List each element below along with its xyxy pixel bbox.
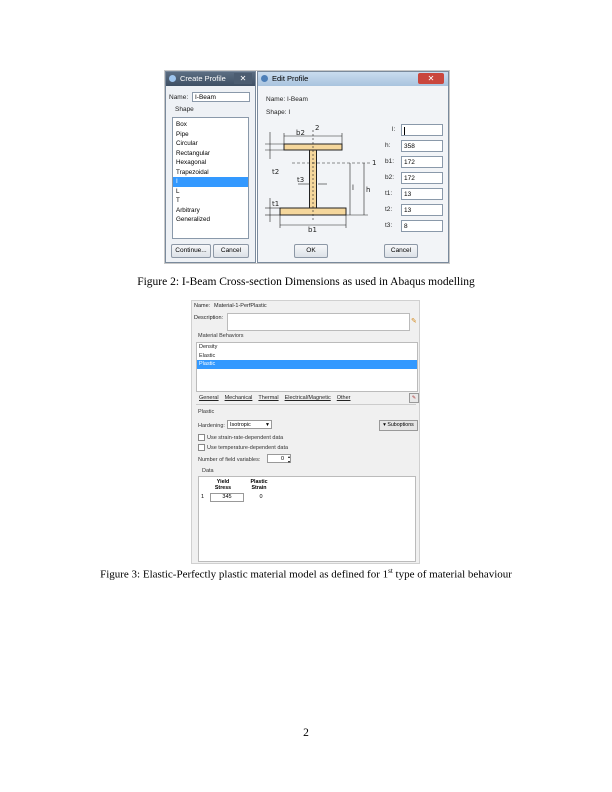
shape-label: Shape <box>175 106 194 113</box>
behavior-list[interactable] <box>196 342 418 392</box>
edit-profile-dialog <box>257 71 449 263</box>
param-input[interactable]: 13 <box>401 204 443 216</box>
suboptions-arrow-icon: ▾ <box>383 422 386 428</box>
chevron-down-icon: ▼ <box>265 422 270 428</box>
param-label: t1: <box>385 190 393 197</box>
shape-item[interactable]: I <box>173 177 248 187</box>
menu-general[interactable]: General <box>199 395 219 401</box>
hardening-value: Isotropic <box>230 422 251 428</box>
edit-profile-title: Edit Profile <box>272 74 309 83</box>
t1-label: t1 <box>272 200 280 208</box>
shape-item[interactable]: Generalized <box>176 216 210 223</box>
param-label: t3: <box>385 222 393 229</box>
menu-other[interactable]: Other <box>336 395 351 401</box>
behavior-item[interactable]: Elastic <box>199 352 216 359</box>
data-table-area <box>198 476 416 562</box>
plastic-section-label: Plastic <box>198 409 215 415</box>
param-label: h: <box>385 142 391 149</box>
b2-label: b2 <box>296 129 305 137</box>
i-beam-diagram <box>262 122 380 234</box>
profile-name-input[interactable]: I-Beam <box>192 92 250 102</box>
description-input[interactable] <box>227 313 410 331</box>
shape-item[interactable]: Circular <box>176 140 198 147</box>
strain-rate-label: Use strain-rate-dependent data <box>207 434 284 441</box>
close-icon[interactable]: ✕ <box>234 73 252 84</box>
menu-thermal[interactable]: Thermal <box>258 395 279 401</box>
ok-button[interactable]: OK <box>294 244 328 258</box>
profile-shape-line: Shape: I <box>266 109 291 116</box>
menu-electrical-magnetic[interactable]: Electrical/Magnetic <box>284 395 331 401</box>
param-label: t2: <box>385 206 393 213</box>
create-profile-dialog <box>165 71 256 263</box>
create-profile-titlebar[interactable] <box>166 72 255 86</box>
param-input[interactable] <box>401 124 443 136</box>
menu-mechanical[interactable]: Mechanical <box>224 395 253 401</box>
create-profile-title: Create Profile <box>180 74 226 83</box>
shape-item[interactable]: Rectangular <box>176 149 210 157</box>
material-name-value: Material-1-PerfPlastic <box>214 303 267 309</box>
axis-1-label: 1 <box>372 159 377 167</box>
yield-stress-cell[interactable]: 345 <box>210 493 244 502</box>
param-label: b1: <box>385 158 395 165</box>
material-name-label: Name: <box>194 303 211 309</box>
l-label: l <box>352 184 354 192</box>
checkbox-box[interactable] <box>198 444 205 451</box>
description-label: Description: <box>194 315 224 321</box>
checkbox-box[interactable] <box>198 434 205 441</box>
name-label: Name: <box>169 94 189 101</box>
data-group-label: Data <box>202 468 214 474</box>
temperature-checkbox[interactable] <box>198 444 288 451</box>
shape-item[interactable]: Box <box>176 121 187 128</box>
behaviors-group-label: Material Behaviors <box>198 333 244 339</box>
param-label: l: <box>392 126 396 133</box>
b1-label: b1 <box>308 226 317 234</box>
spinner-icon[interactable]: ▴ ▾ <box>287 454 290 464</box>
figure-3-caption <box>0 567 612 581</box>
app-icon <box>261 75 268 82</box>
shape-item[interactable]: Pipe <box>176 130 189 138</box>
hardening-select[interactable] <box>227 420 272 429</box>
edit-material-dialog <box>191 300 420 564</box>
shape-item[interactable]: T <box>176 197 180 204</box>
param-input[interactable]: 172 <box>401 172 443 184</box>
text-cursor <box>404 127 405 135</box>
suboptions-label: Suboptions <box>387 422 414 428</box>
hardening-label: Hardening: <box>198 423 225 429</box>
col-header-strain[interactable]: Plastic Strain <box>250 479 268 491</box>
cancel-button[interactable]: Cancel <box>384 244 418 258</box>
row-index: 1 <box>201 494 205 500</box>
profile-name-line: Name: I-Beam <box>266 96 308 103</box>
col-header-yield[interactable]: Yield Stress <box>214 479 232 491</box>
field-variables-label: Number of field variables: <box>198 457 261 463</box>
table-row[interactable] <box>201 494 279 502</box>
plastic-strain-cell[interactable]: 0 <box>259 494 263 500</box>
strain-rate-checkbox[interactable] <box>198 434 283 441</box>
caption-text: Figure 3: Elastic-Perfectly plastic material model as defined for 1 <box>100 568 389 581</box>
h-label: h <box>366 186 371 194</box>
shape-item[interactable]: Arbitrary <box>176 206 200 214</box>
suboptions-button[interactable] <box>379 420 418 431</box>
field-variables-value: 0 <box>280 456 284 462</box>
behavior-item[interactable]: Density <box>199 344 218 350</box>
caption-superscript: st <box>388 567 393 575</box>
shape-item[interactable]: Hexagonal <box>176 159 207 166</box>
shape-item[interactable]: L <box>176 187 180 195</box>
t2-label: t2 <box>272 168 280 176</box>
axis-2-label: 2 <box>315 124 320 132</box>
page-number: 2 <box>303 727 309 739</box>
app-icon <box>169 75 176 82</box>
temperature-label: Use temperature-dependent data <box>207 444 289 451</box>
shape-item[interactable]: Trapezoidal <box>176 168 209 176</box>
cancel-button[interactable]: Cancel <box>213 244 249 258</box>
divider <box>196 404 416 405</box>
continue-button[interactable]: Continue... <box>171 244 211 258</box>
material-menu-bar <box>199 395 357 401</box>
t3-label: t3 <box>297 176 305 184</box>
delete-behavior-button[interactable]: ✎ <box>409 393 419 403</box>
behavior-item[interactable]: Plastic <box>197 360 417 369</box>
pencil-icon[interactable]: ✎ <box>411 318 417 325</box>
shape-list[interactable] <box>172 117 249 239</box>
param-input[interactable]: 172 <box>401 156 443 168</box>
param-input[interactable]: 358 <box>401 140 443 152</box>
edit-profile-titlebar[interactable] <box>258 72 448 86</box>
caption-text-end: type of material behaviour <box>392 568 512 581</box>
close-icon[interactable]: ✕ <box>418 73 444 84</box>
figure-2-caption: Figure 2: I-Beam Cross-section Dimensions as used in Abaqus modelling <box>137 276 475 288</box>
param-input[interactable]: 8 <box>401 220 443 232</box>
field-variables-stepper[interactable] <box>267 454 291 463</box>
param-input[interactable]: 13 <box>401 188 443 200</box>
param-label: b2: <box>385 174 395 181</box>
